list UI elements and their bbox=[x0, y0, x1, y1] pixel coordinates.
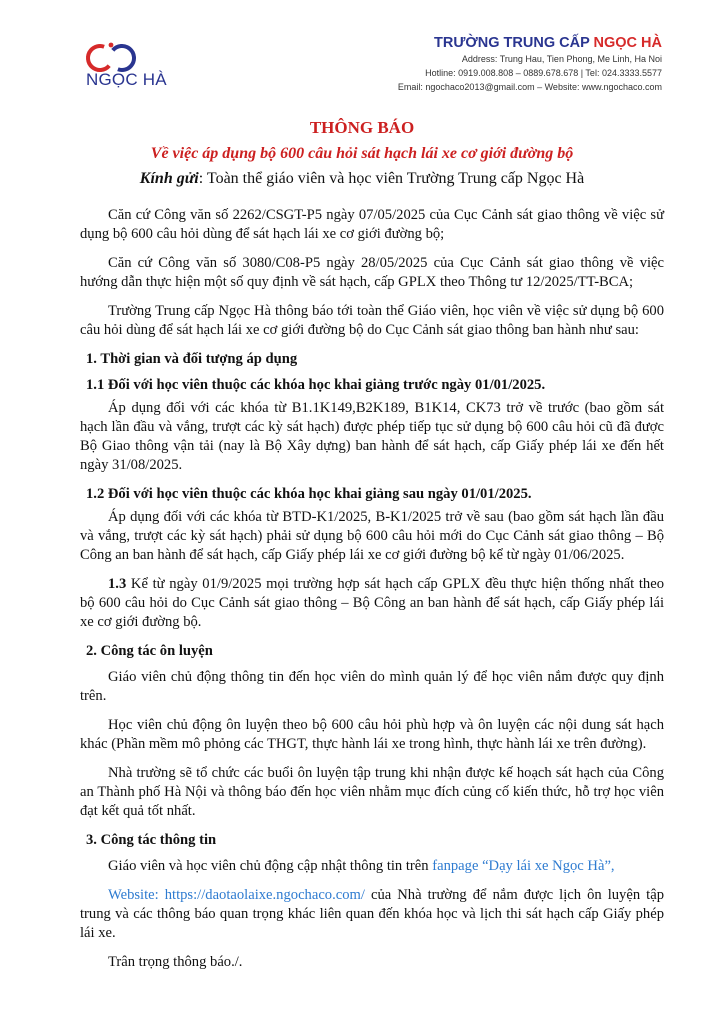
greeting-label: Kính gửi bbox=[139, 170, 199, 187]
paragraph-basis-1: Căn cứ Công văn số 2262/CSGT-P5 ngày 07/05/2025 của Cục Cảnh sát giao thông về việc sử dụng bộ 600 câu hỏi dùng để sát hạch lái xe cơ giới đường bộ; bbox=[80, 207, 664, 242]
school-prefix: TRƯỜNG TRUNG CẤP bbox=[434, 35, 590, 51]
paragraph-2-school: Nhà trường sẽ tổ chức các buổi ôn luyện tập trung khi nhận được kế hoạch sát hạch của Công an Thành phố Hà Nội và thông báo đến học viên nhằm mục đích củng cố kiến thức, hỗ trợ học viên đạt kết quả tốt nhất. bbox=[80, 765, 664, 819]
website-link[interactable]: Website: https://daotaolaixe.ngochaco.com/ bbox=[108, 887, 365, 903]
subsection-heading-1-2: 1.2 Đối với học viên thuộc các khóa học khai giảng sau ngày 01/01/2025. bbox=[86, 486, 532, 502]
closing-line: Trân trọng thông báo./. bbox=[108, 954, 243, 970]
paragraph-2-teachers: Giáo viên chủ động thông tin đến học viên do mình quản lý để học viên nắm được quy định trên. bbox=[80, 669, 664, 704]
fanpage-link[interactable]: fanpage “Dạy lái xe Ngọc Hà”, bbox=[432, 858, 615, 874]
notice-body bbox=[80, 206, 664, 982]
paragraph-3-website-text: của Nhà trường để nắm được lịch ôn luyện tập trung và các thông báo quan trọng khác liên quan đến khóa học và lịch thi sát hạch cấp Giấy phép lái xe. bbox=[80, 887, 664, 941]
section-heading-1: 1. Thời gian và đối tượng áp dụng bbox=[86, 351, 298, 367]
school-address: Address: Trung Hau, Tien Phong, Me Linh, Ha Noi bbox=[461, 54, 662, 64]
notice-greeting bbox=[0, 170, 724, 188]
paragraph-2-students: Học viên chủ động ôn luyện theo bộ 600 câu hỏi phù hợp và ôn luyện các nội dung sát hạch khác (Phần mềm mô phỏng các THGT, thực hành lái xe trong hình, thực hành lái xe trên đường). bbox=[80, 717, 664, 752]
section-heading-3: 3. Công tác thông tin bbox=[86, 832, 217, 848]
paragraph-3-fanpage bbox=[80, 857, 664, 876]
school-name-accent: NGỌC HÀ bbox=[593, 35, 662, 51]
paragraph-1-2: Áp dụng đối với các khóa từ BTD-K1/2025, B-K1/2025 trở về sau (bao gồm sát hạch lần đầu và vắng, trượt các kỳ sát hạch) phải sử dụng bộ 600 câu hỏi mới do Cục Cảnh sát giao thông – Bộ Công an ban hành để sát hạch, cấp Giấy phép lái xe cơ giới đường bộ kể từ ngày 01/06/2025. bbox=[80, 509, 664, 563]
notice-subtitle: Về việc áp dụng bộ 600 câu hỏi sát hạch lái xe cơ giới đường bộ bbox=[150, 145, 574, 162]
school-name bbox=[398, 34, 662, 52]
school-email-website: Email: ngochaco2013@gmail.com – Website: www.ngochaco.com bbox=[397, 82, 662, 92]
paragraph-3-text: Giáo viên và học viên chủ động cập nhật thông tin trên bbox=[108, 858, 433, 874]
paragraph-basis-2: Căn cứ Công văn số 3080/C08-P5 ngày 28/05/2025 của Cục Cảnh sát giao thông về việc hướng dẫn thực hiện một số quy định về sát hạch, cấp GPLX theo Thông tư 12/2025/TT-BCA; bbox=[80, 255, 664, 290]
school-header bbox=[398, 34, 662, 94]
paragraph-1-1: Áp dụng đối với các khóa từ B1.1K149,B2K189, B1K14, CK73 trở về trước (bao gồm sát hạch lần đầu và vắng, trượt các kỳ sát hạch) được phép tiếp tục sử dụng bộ 600 câu hỏi cũ đã được Bộ Giao thông vận tải (nay là Bộ Xây dựng) ban hành để sát hạch, cấp Giấy phép lái xe đến hết ngày 31/08/2025. bbox=[80, 400, 664, 473]
notice-title: THÔNG BÁO bbox=[309, 118, 415, 137]
greeting-text: : Toàn thể giáo viên và học viên Trường Trung cấp Ngọc Hà bbox=[198, 170, 585, 187]
section-heading-2: 2. Công tác ôn luyện bbox=[86, 643, 213, 659]
subsection-heading-1-1: 1.1 Đối với học viên thuộc các khóa học khai giảng trước ngày 01/01/2025. bbox=[86, 377, 546, 393]
paragraph-announcement: Trường Trung cấp Ngọc Hà thông báo tới toàn thể Giáo viên, học viên về việc sử dụng bộ 600 câu hỏi dùng để sát hạch lái xe cơ giới đường bộ do Cục Cảnh sát giao thông ban hành như sau: bbox=[80, 303, 664, 338]
subsection-number-1-3: 1.3 bbox=[108, 576, 127, 592]
paragraph-1-3 bbox=[80, 575, 664, 632]
logo-wordmark: NGỌC HÀ bbox=[86, 70, 167, 89]
paragraph-3-website bbox=[80, 886, 664, 943]
school-hotline: Hotline: 0919.008.808 – 0889.678.678 | Tel: 024.3333.5577 bbox=[425, 68, 662, 78]
paragraph-1-3-text: Kể từ ngày 01/9/2025 mọi trường hợp sát hạch cấp GPLX đều thực hiện thống nhất theo bộ 600 câu hỏi do Cục Cảnh sát giao thông – Bộ Công an ban hành để sát hạch, cấp Giấy phép lái xe cơ giới đường bộ. bbox=[80, 576, 664, 630]
